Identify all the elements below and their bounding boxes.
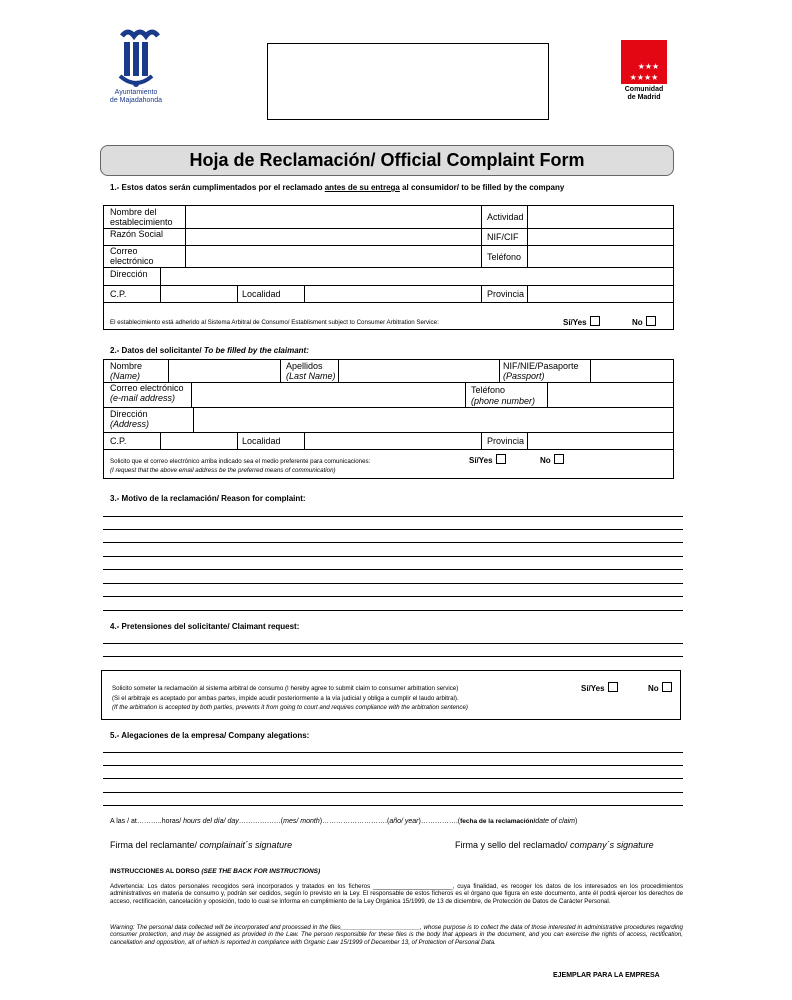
footer-copy-label: EJEMPLAR PARA LA EMPRESA [553, 972, 660, 979]
label-si-2: Sí/Yes [469, 456, 493, 465]
label-actividad: Actividad [487, 212, 524, 222]
claimant-address-input[interactable] [196, 412, 671, 428]
arbitral-adherence-text: El establecimiento está adherido al Sistema Arbitral de Consumo/ Establisment subject to Consumer Arbitration Service: [110, 319, 439, 326]
label-nif-nie: NIF/NIE/Pasaporte [503, 361, 579, 371]
section5-heading: 5.- Alegaciones de la empresa/ Company alegations: [110, 731, 310, 740]
label-apellidos: Apellidos [286, 361, 323, 371]
logo-left-text-1: Ayuntamiento [114, 89, 158, 96]
checkbox-yes-arbitration[interactable] [608, 682, 618, 692]
label-no-1: No [632, 318, 643, 327]
stars-icon: ★★★ ★★★★ [629, 62, 660, 82]
establishment-name-input[interactable] [188, 211, 478, 225]
claimant-id-input[interactable] [593, 364, 671, 379]
claimant-name-input[interactable] [171, 364, 277, 379]
comunidad-madrid-logo [617, 40, 671, 106]
company-locality-input[interactable] [307, 288, 479, 300]
reason-line[interactable] [103, 610, 683, 611]
section3-heading: 3.- Motivo de la reclamación/ Reason for complaint: [110, 494, 306, 503]
label-telefono: Teléfono [487, 252, 522, 262]
nif-cif-input[interactable] [530, 230, 670, 243]
logo-left-text-2: de Majadahonda [109, 96, 163, 104]
alegations-line[interactable] [103, 765, 683, 766]
checkbox-no-email-pref[interactable] [554, 454, 564, 464]
claimant-province-input[interactable] [530, 435, 670, 447]
reason-line[interactable] [103, 583, 683, 584]
label-correo-claimant: Correo electrónico [110, 383, 184, 393]
reason-line[interactable] [103, 516, 683, 517]
label-si-3: Sí/Yes [581, 684, 605, 693]
label-localidad: Localidad [242, 289, 281, 299]
company-phone-input[interactable] [530, 249, 670, 264]
label-cp: C.P. [110, 289, 127, 299]
company-signature-label[interactable]: Firma y sello del reclamado/ company´s signature [455, 840, 654, 850]
claimant-email-input[interactable] [194, 387, 462, 403]
claimant-locality-input[interactable] [307, 435, 479, 447]
arbitration-request-text: Solicito someter la reclamación al sistema arbitral de consumo (I hereby agree to submit claim to consumer arbitration service) [112, 685, 459, 692]
ayuntamiento-logo [100, 26, 172, 110]
label-direccion: Dirección [110, 269, 148, 279]
section4-heading: 4.- Pretensiones del solicitante/ Claimant request: [110, 622, 300, 631]
claimant-lastname-input[interactable] [341, 364, 496, 379]
email-preference-text: Solicito que el correo electrónico arriba indicado sea el medio preferente para comunicaciones: [110, 458, 371, 465]
activity-input[interactable] [530, 211, 670, 225]
label-provincia: Provincia [487, 289, 525, 299]
label-nombre-establecimiento: Nombre del [110, 207, 157, 217]
company-address-input[interactable] [163, 270, 671, 283]
label-razon-social: Razón Social [110, 229, 164, 239]
label-nif-cif: NIF/CIF [487, 232, 519, 242]
reason-line[interactable] [103, 569, 683, 570]
logo-right-text-2: de Madrid [627, 93, 661, 101]
reason-line[interactable] [103, 529, 683, 530]
label-si-1: Sí/Yes [563, 318, 587, 327]
label-direccion-claimant: Dirección [110, 409, 148, 419]
advertencia-text: Advertencia: Los datos personales recogidos será incorporados y tratados en los ficheros _______________________, cuya finalidad, es recoger los datos de los interesados en los procedimientos administrativos en materia de consumo y, podrán ser cedidos, según lo previsto en la Ley. El responsable de estos ficheros es el órgano que figura en este documento, ante él podrá ejercer los derechos de acceso, rectificación, cancelación y oposición, todo lo cual se informa en cumplimiento de la Ley Orgánica 15/1999, de 13 de diciembre, de Protección de Datos de Carácter Personal. [110, 883, 683, 905]
madrid-flag [621, 40, 667, 84]
label-provincia-claimant: Provincia [487, 436, 525, 446]
logo-right-text-1: Comunidad [624, 86, 664, 93]
reason-line[interactable] [103, 542, 683, 543]
warning-text: Warning: The personal data collected will be incorporated and processed in the files_______________________, whose purpose is to collect the data of those interested in administrative procedures regarding consumer protection, and may be assigned as provided in the Law. The person responsible for these files is the body that appears in the document, and you can exercise the rights of access, rectification, cancellation and opposition, all of which is reported in compliance with Organic Law 15/1999 of December 13, of Protection of Personal Data. [110, 924, 683, 946]
alegations-line[interactable] [103, 752, 683, 753]
label-localidad-claimant: Localidad [242, 436, 281, 446]
crest-icon [100, 26, 172, 92]
alegations-line[interactable] [103, 805, 683, 806]
company-cp-input[interactable] [163, 288, 235, 300]
alegations-line[interactable] [103, 778, 683, 779]
date-line[interactable]: A las / at………..horas/ hours del día/ day………………(mes/ month)……………………….(año/ year)…………….(fecha de la reclamación/date of claim) [110, 818, 578, 825]
company-province-input[interactable] [530, 288, 670, 300]
label-no-3: No [648, 684, 659, 693]
stamp-box[interactable] [267, 43, 549, 120]
label-cp-claimant: C.P. [110, 436, 127, 446]
request-line[interactable] [103, 656, 683, 657]
company-email-input[interactable] [188, 249, 478, 264]
request-line[interactable] [103, 643, 683, 644]
label-nombre: Nombre [110, 361, 143, 371]
checkbox-no-arbitral-company[interactable] [646, 316, 656, 326]
label-no-2: No [540, 456, 551, 465]
company-name-input[interactable] [188, 230, 478, 243]
checkbox-yes-email-pref[interactable] [496, 454, 506, 464]
label-correo: Correo [110, 246, 138, 256]
alegations-line[interactable] [103, 792, 683, 793]
section2-heading: 2.- Datos del solicitante/ To be filled by the claimant: [110, 346, 309, 355]
page-title: Hoja de Reclamación/ Official Complaint Form [189, 150, 585, 170]
claimant-phone-input[interactable] [550, 387, 671, 403]
claimant-cp-input[interactable] [163, 435, 235, 447]
reason-line[interactable] [103, 556, 683, 557]
checkbox-no-arbitration[interactable] [662, 682, 672, 692]
reason-line[interactable] [103, 596, 683, 597]
instructions-heading: INSTRUCCIONES AL DORSO (SEE THE BACK FOR INSTRUCTIONS) [110, 868, 321, 875]
claimant-signature-label[interactable]: Firma del reclamante/ complainait´s signature [110, 840, 293, 850]
checkbox-yes-arbitral-company[interactable] [590, 316, 600, 326]
section1-heading: 1.- Estos datos serán cumplimentados por el reclamado antes de su entrega al consumidor/ to be filled by the company [110, 183, 565, 192]
label-telefono-claimant: Teléfono [471, 385, 506, 395]
